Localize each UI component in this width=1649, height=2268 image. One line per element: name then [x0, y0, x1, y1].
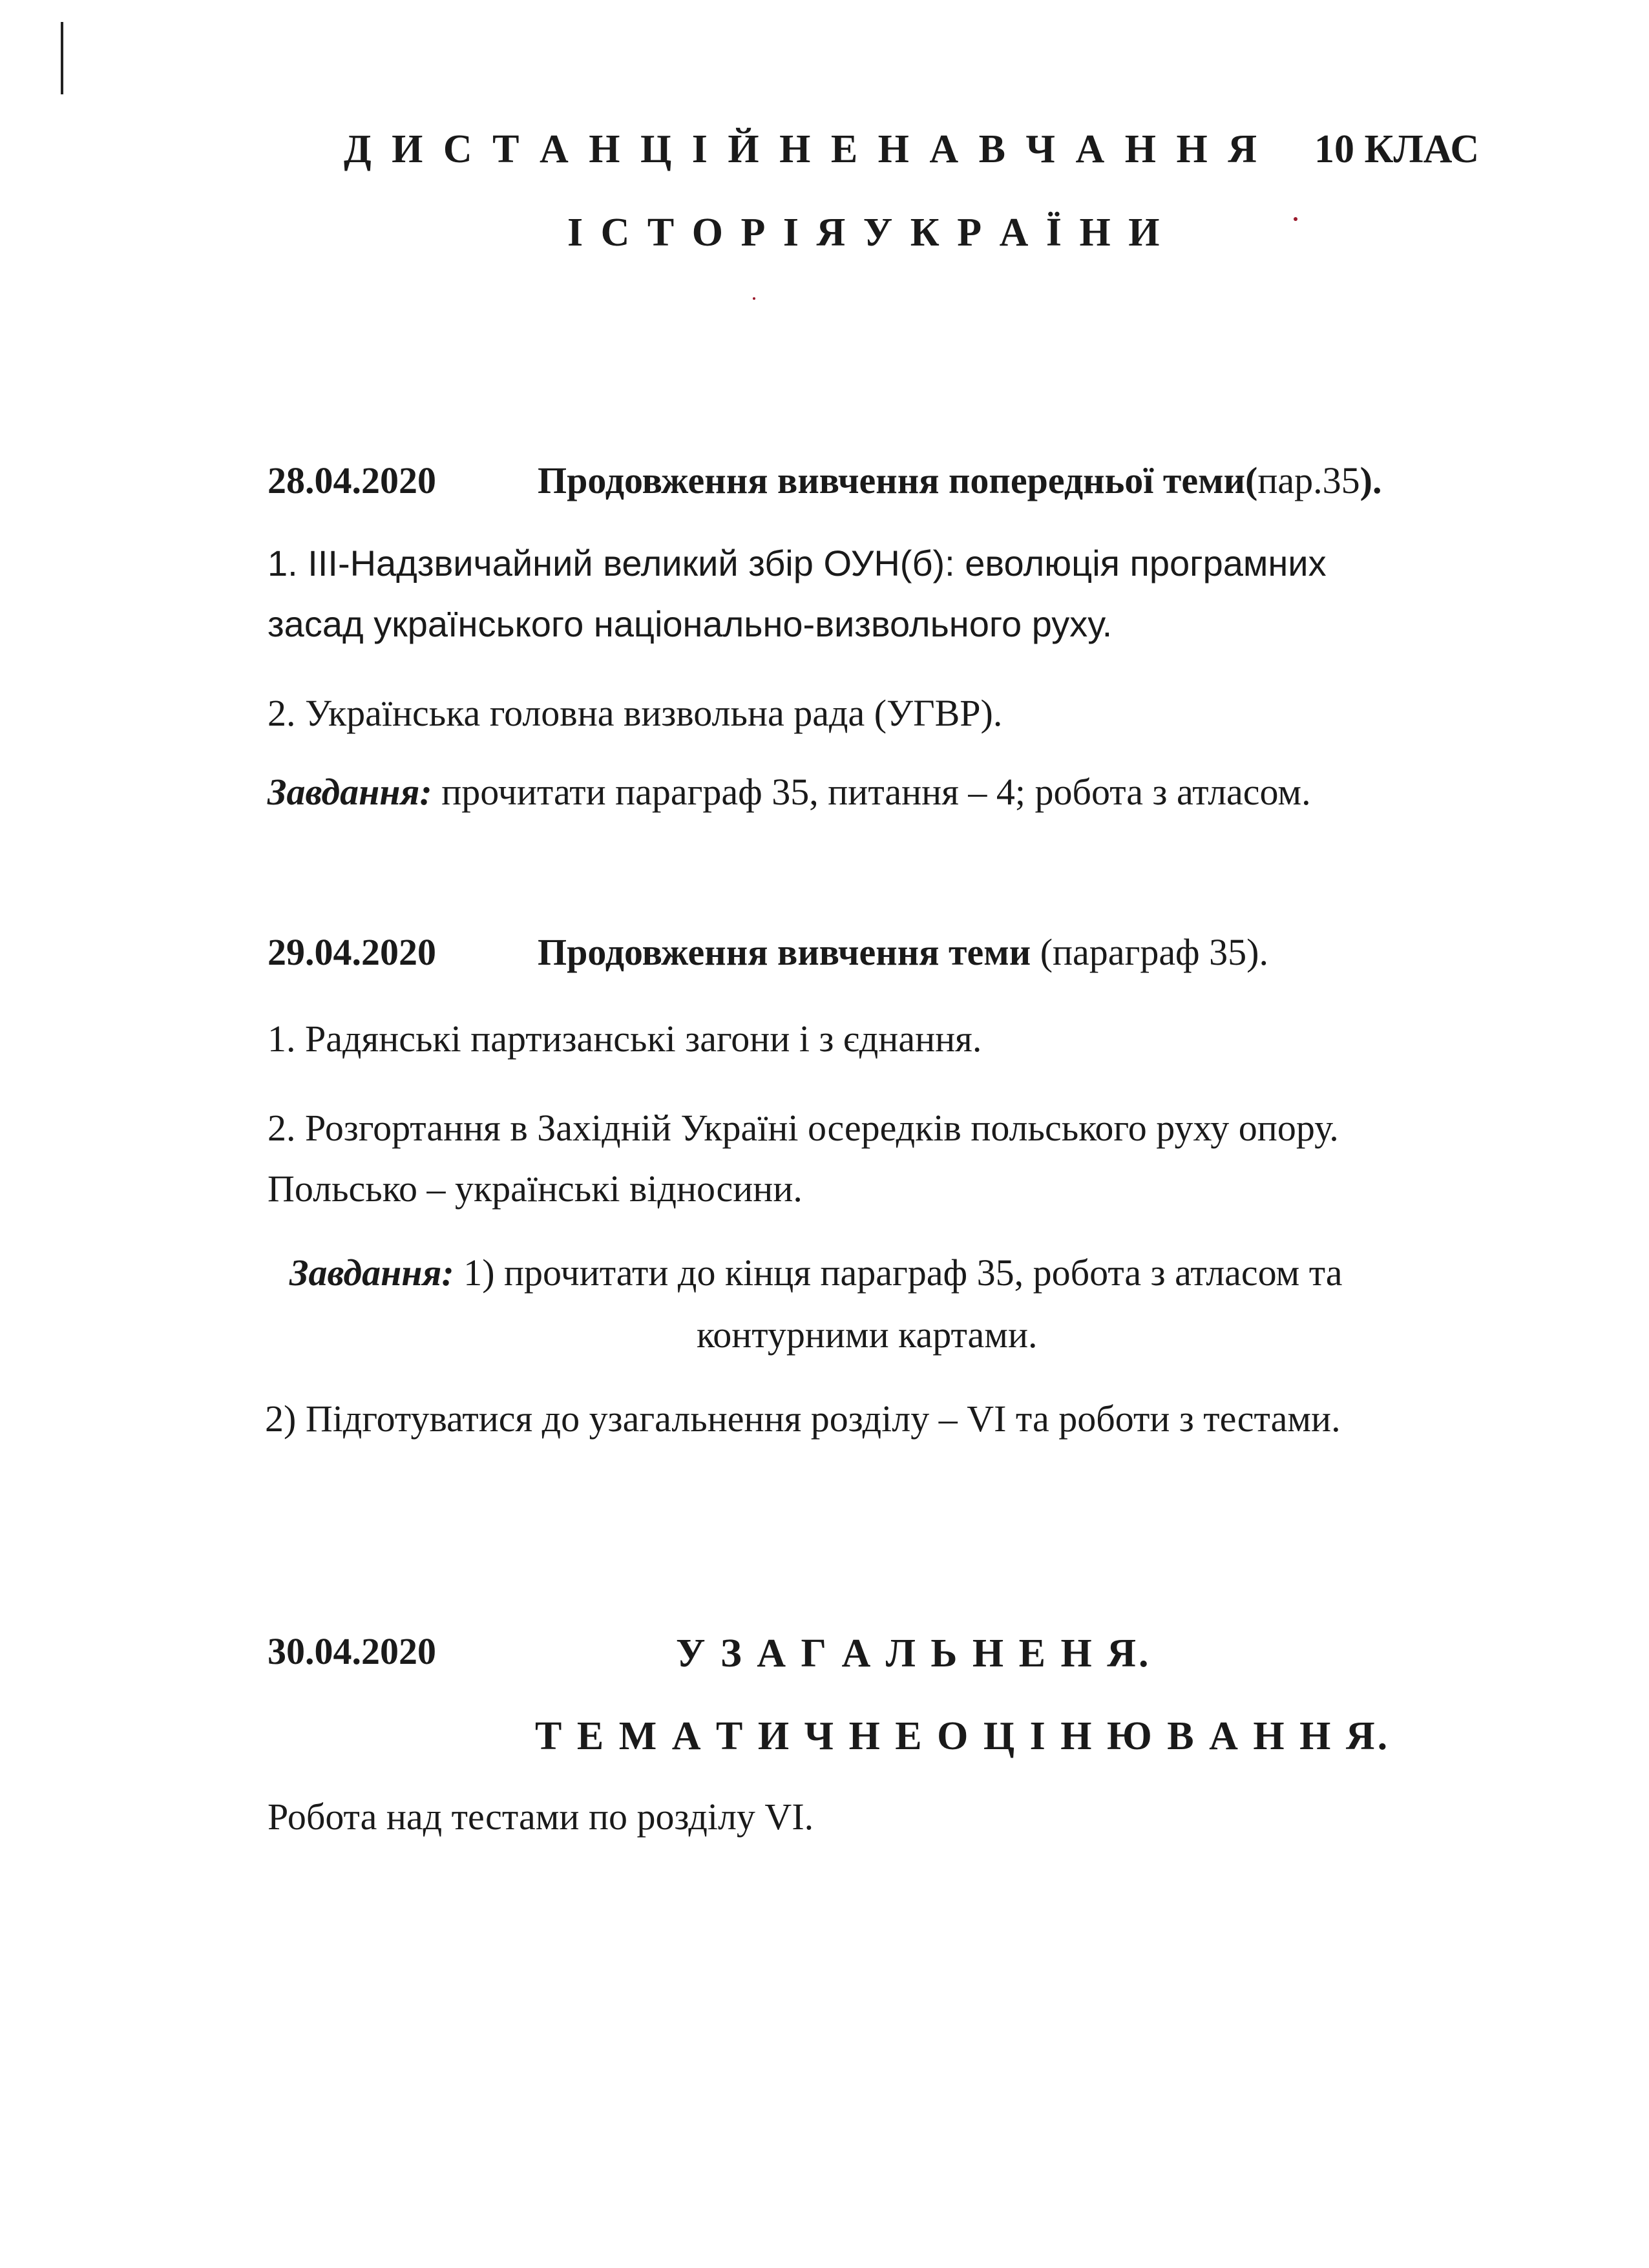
- lesson-point: Польсько – українські відносини.: [268, 1168, 803, 1210]
- scan-edge-mark: [61, 22, 63, 94]
- ink-speck: [753, 297, 755, 300]
- lesson-topic-bold: Продовження вивчення попередньої теми(: [538, 459, 1258, 501]
- lesson-date: 28.04.2020: [268, 459, 436, 501]
- task-text-continued: контурними картами.: [697, 1314, 1038, 1356]
- lesson-topic: [538, 459, 1381, 502]
- document-title: Д И С Т А Н Ц І Й Н Е Н А В Ч А Н Н Я: [344, 127, 1261, 171]
- subject-title: І С Т О Р І Я У К Р А Ї Н И: [567, 211, 1164, 255]
- lesson-topic: [538, 930, 1268, 974]
- lesson-point: 2. Розгортання в Західній Україні осередків польського руху опору.: [268, 1107, 1339, 1149]
- task-text: прочитати параграф 35, питання – 4; робота з атласом.: [432, 771, 1311, 813]
- lesson-task: [289, 1239, 1343, 1307]
- lesson-point: 1. ІІІ-Надзвичайний великий збір ОУН(б): еволюція програмних: [268, 543, 1327, 583]
- lesson-point: 2. Українська головна визвольна рада (УГВР).: [268, 692, 1003, 734]
- lesson-task: [268, 759, 1311, 826]
- lesson-date: 29.04.2020: [268, 931, 436, 973]
- lesson-point: 1. Радянські партизанські загони і з єднання.: [268, 1018, 982, 1060]
- task-text-second: 2) Підготуватися до узагальнення розділу – VI та роботи з тестами.: [265, 1398, 1341, 1440]
- task-label: Завдання:: [268, 771, 432, 813]
- ink-speck: [1294, 217, 1297, 221]
- lesson-topic-bold: Продовження вивчення теми: [538, 931, 1031, 973]
- lesson-topic-paragraph: пар.35: [1257, 459, 1360, 501]
- lesson-text: Робота над тестами по розділу VI.: [268, 1796, 814, 1838]
- task-text: 1) прочитати до кінця параграф 35, робота з атласом та: [454, 1252, 1343, 1294]
- lesson-topic-paragraph: (параграф 35).: [1031, 931, 1268, 973]
- lesson-heading: У З А Г А Л Ь Н Е Н Я.: [676, 1632, 1151, 1675]
- lesson-point: засад українського національно-визвольного руху.: [268, 604, 1113, 644]
- grade-label: 10 КЛАС: [1314, 127, 1480, 171]
- lesson-heading: Т Е М А Т И Ч Н Е О Ц І Н Ю В А Н Н Я.: [535, 1714, 1391, 1758]
- task-label: Завдання:: [289, 1252, 454, 1294]
- lesson-date: 30.04.2020: [268, 1630, 436, 1672]
- lesson-topic-end: ).: [1360, 459, 1382, 501]
